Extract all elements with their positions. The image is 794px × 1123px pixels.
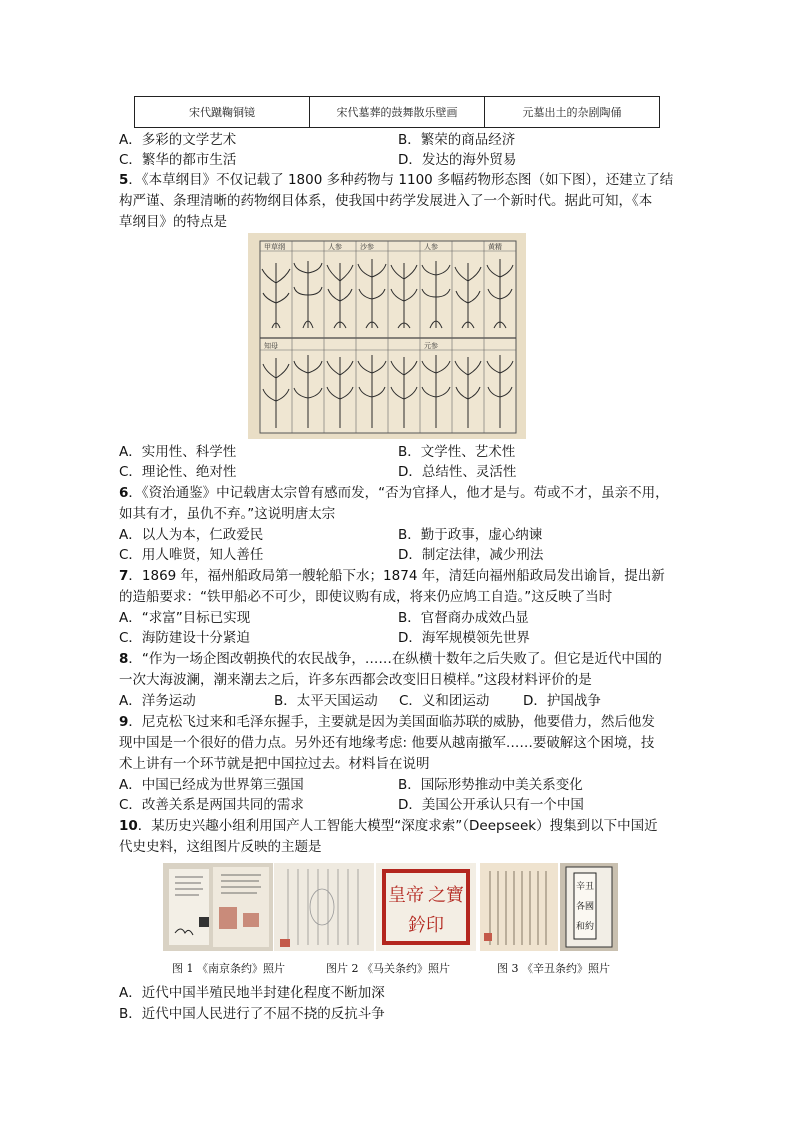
question-7-line-1: 7．1869 年，福州船政局第一艘轮船下水；1874 年，清廷向福州船政局发出谕旨，提出新 <box>119 568 665 584</box>
maguan-treaty-text-photo <box>274 863 374 951</box>
question-number: 5 <box>119 172 129 188</box>
q4-options-row-2 <box>119 150 679 170</box>
option-b[interactable]: B．太平天国运动 <box>274 693 378 709</box>
option-a[interactable]: A．实用性、科学性 <box>119 444 237 460</box>
option-a[interactable]: A．“求富”目标已实现 <box>119 610 251 626</box>
figure-2-caption: 图片 2 《马关条约》照片 <box>326 962 450 975</box>
question-number: 10 <box>119 818 138 834</box>
option-c[interactable]: C．繁华的都市生活 <box>119 152 237 168</box>
q4-options-row-1 <box>119 130 679 150</box>
plate-label: 沙参 <box>360 243 374 251</box>
question-6-line-1: 6．《资治通鉴》中记载唐太宗曾有感而发，“否为官择人，他才是与。苟或不才，虽亲不用， <box>119 485 669 501</box>
caption-table <box>134 96 660 128</box>
question-6-line-2: 如其有才，虽仇不弃。”这说明唐太宗 <box>119 506 336 522</box>
question-number: 9 <box>119 714 129 730</box>
option-b[interactable]: B．官督商办成效凸显 <box>398 610 529 626</box>
question-9-line-1: 9．尼克松飞过来和毛泽东握手，主要就是因为美国面临苏联的威胁，他要借力，然后他发 <box>119 714 655 730</box>
option-c[interactable]: C．用人唯贤，知人善任 <box>119 547 264 563</box>
seal-glyph: 之寶 <box>428 885 464 906</box>
q6-options-row-1 <box>119 525 679 545</box>
option-c[interactable]: C．改善关系是两国共同的需求 <box>119 797 304 813</box>
maguan-treaty-drawing <box>274 863 374 951</box>
question-number: 8 <box>119 651 129 667</box>
plate-label: 知母 <box>264 342 278 350</box>
q6-options-row-2 <box>119 545 679 565</box>
option-b[interactable]: B．文学性、艺术性 <box>398 444 516 460</box>
question-number: 6 <box>119 485 129 501</box>
q7-options-row-1 <box>119 608 679 628</box>
plate-label: 人参 <box>328 243 342 251</box>
seal-drawing <box>376 863 476 951</box>
q10-option-a[interactable]: A．近代中国半殖民地半封建化程度不断加深 <box>119 985 385 1001</box>
table-cell: 元墓出土的杂剧陶俑 <box>485 97 660 128</box>
question-7-line-2: 的造船要求：“铁甲船必不可少，即使议购有成，将来仍应鸠工自造。”这反映了当时 <box>119 589 613 605</box>
maguan-seal-photo <box>376 863 476 951</box>
option-d[interactable]: D．发达的海外贸易 <box>398 152 517 168</box>
xinchou-treaty-cover-photo <box>560 863 618 951</box>
question-5-line-1: 5．《本草纲目》不仅记载了 1800 多种药物与 1100 多幅药物形态图（如下图），还建立了结 <box>119 172 674 188</box>
table-cell: 宋代蹴鞠铜镜 <box>135 97 310 128</box>
question-5-line-2: 构严谨、条理清晰的药物纲目体系，使我国中药学发展进入了一个新时代。据此可知，《本 <box>119 193 653 209</box>
xinchou-page-drawing <box>480 863 558 951</box>
option-a[interactable]: A．洋务运动 <box>119 693 196 709</box>
q9-options-row-2 <box>119 795 679 815</box>
cover-title: 各國 <box>575 902 595 912</box>
option-c[interactable]: C．义和团运动 <box>399 693 490 709</box>
option-d[interactable]: D．海军规模领先世界 <box>398 630 530 646</box>
q8-options-row <box>119 691 679 711</box>
option-d[interactable]: D．总结性、灵活性 <box>398 464 517 480</box>
cover-title: 和約 <box>575 922 595 932</box>
option-b[interactable]: B．勤于政事，虚心纳谏 <box>398 527 543 543</box>
option-c[interactable]: C．理论性、绝对性 <box>119 464 237 480</box>
option-a[interactable]: A．多彩的文学艺术 <box>119 132 237 148</box>
nanjing-treaty-photo <box>163 863 273 951</box>
seal-glyph: 皇帝 <box>388 885 424 906</box>
q9-options-row-1 <box>119 775 679 795</box>
option-d[interactable]: D．美国公开承认只有一个中国 <box>398 797 584 813</box>
xinchou-cover-drawing <box>560 863 618 951</box>
question-8-line-1: 8．“作为一场企图改朝换代的农民战争，……在纵横十数年之后失败了。但它是近代中国的 <box>119 651 662 667</box>
figure-1-caption: 图 1 《南京条约》照片 <box>172 962 285 975</box>
option-a[interactable]: A．中国已经成为世界第三强国 <box>119 777 304 793</box>
q5-options-row-1 <box>119 442 679 462</box>
option-a[interactable]: A．以人为本，仁政爱民 <box>119 527 264 543</box>
xinchou-treaty-page-photo <box>480 863 558 951</box>
question-9-line-2: 现中国是一个很好的借力点。另外还有地缘考虑: 他要从越南撤军……要破解这个困境，技 <box>119 735 655 751</box>
question-9-line-3: 术上讲有一个环节就是把中国拉过去。材料旨在说明 <box>119 756 430 772</box>
plate-label: 人参 <box>424 243 438 251</box>
q10-option-b[interactable]: B．近代中国人民进行了不屈不挠的反抗斗争 <box>119 1006 385 1022</box>
question-8-line-2: 一次大海波澜，潮来潮去之后，许多东西都会改变旧日模样。”这段材料评价的是 <box>119 672 592 688</box>
plate-label: 黄精 <box>488 243 502 251</box>
question-5-line-3: 草纲目》的特点是 <box>119 214 227 230</box>
nanjing-treaty-drawing <box>163 863 273 951</box>
question-10-line-1: 10．某历史兴趣小组利用国产人工智能大模型“深度求索”（Deepseek）搜集到以下中国近 <box>119 818 658 834</box>
q5-options-row-2 <box>119 462 679 482</box>
seal-glyph: 鈐印 <box>408 915 444 936</box>
figure-3-caption: 图 3 《辛丑条约》照片 <box>497 962 610 975</box>
option-d[interactable]: D．护国战争 <box>523 693 601 709</box>
option-c[interactable]: C．海防建设十分紧迫 <box>119 630 250 646</box>
question-10-line-2: 代史史料，这组图片反映的主题是 <box>119 839 322 855</box>
option-d[interactable]: D．制定法律，减少刑法 <box>398 547 544 563</box>
option-b[interactable]: B．国际形势推动中美关系变化 <box>398 777 583 793</box>
cover-title: 辛丑 <box>575 882 595 892</box>
plate-label: 甲草纲 <box>264 243 285 251</box>
herbal-plate-drawing <box>248 233 526 439</box>
plate-label: 元参 <box>424 342 438 350</box>
q7-options-row-2 <box>119 628 679 648</box>
option-b[interactable]: B．繁荣的商品经济 <box>398 132 516 148</box>
question-number: 7 <box>119 568 129 584</box>
bencao-herbal-plate-image <box>248 233 526 439</box>
table-cell: 宋代墓葬的鼓舞散乐壁画 <box>310 97 485 128</box>
